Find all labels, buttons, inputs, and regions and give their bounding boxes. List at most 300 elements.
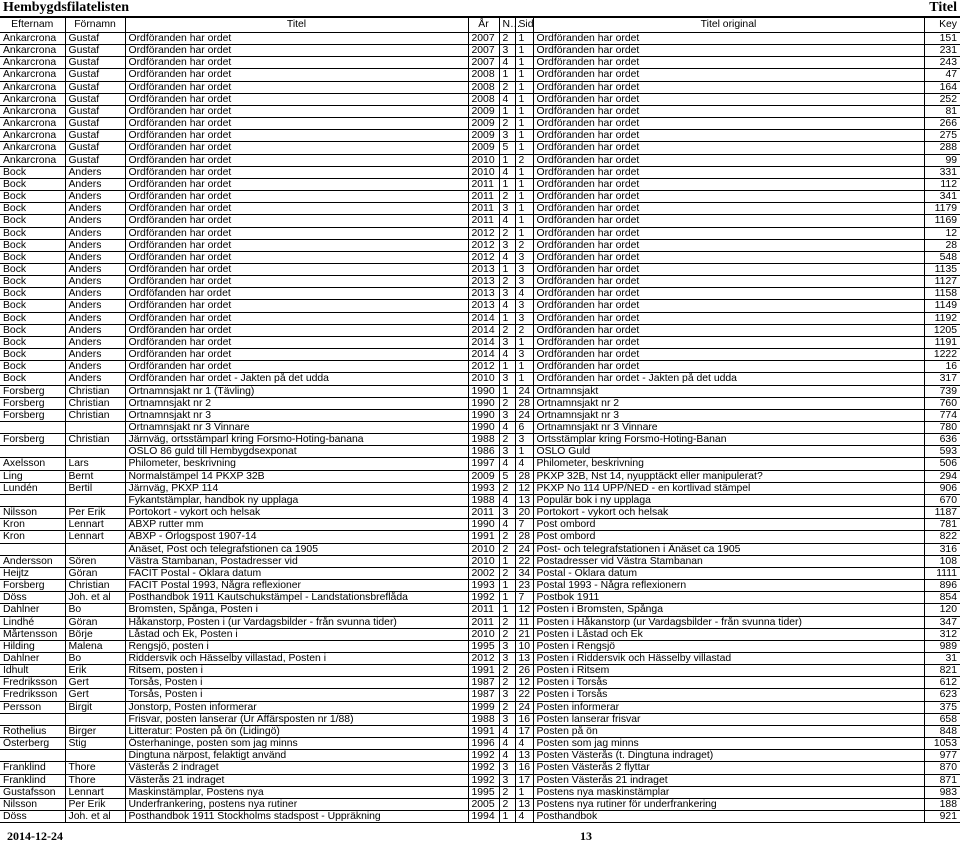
cell-original-title: Ortsstämplar kring Forsmo-Hoting-Banan [533, 434, 924, 446]
cell-original-title: Posten i Låstad och Ek [533, 628, 924, 640]
table-row[interactable] [0, 142, 960, 154]
table-row[interactable] [0, 604, 960, 616]
cell-year: 2013 [468, 300, 499, 312]
cell-number: 3 [499, 762, 515, 774]
cell-original-title: Ordföranden har ordet [533, 336, 924, 348]
table-row[interactable] [0, 665, 960, 677]
publication-title: Hembygdsfilatelisten [3, 0, 129, 15]
cell-year: 2007 [468, 45, 499, 57]
cell-lastname: Bock [0, 203, 65, 215]
table-row[interactable] [0, 738, 960, 750]
cell-title: Ordföranden har ordet [125, 300, 468, 312]
index-table [0, 17, 960, 823]
cell-key: 670 [924, 494, 960, 506]
cell-key: 31 [924, 652, 960, 664]
cell-original-title: Postens nya maskinstämplar [533, 786, 924, 798]
cell-page: 1 [515, 81, 533, 93]
cell-page: 13 [515, 652, 533, 664]
cell-key: 506 [924, 458, 960, 470]
cell-lastname: Ankarcrona [0, 33, 65, 45]
cell-title: Ordföranden har ordet [125, 276, 468, 288]
cell-lastname: Franklind [0, 774, 65, 786]
cell-number: 3 [499, 239, 515, 251]
cell-title: Ordföranden har ordet [125, 154, 468, 166]
cell-key: 317 [924, 373, 960, 385]
table-row[interactable] [0, 531, 960, 543]
cell-year: 1991 [468, 665, 499, 677]
cell-firstname: Anders [65, 166, 125, 178]
cell-title: Ordföranden har ordet [125, 178, 468, 190]
cell-title: Maskinstämplar, Postens nya [125, 786, 468, 798]
table-row[interactable] [0, 324, 960, 336]
cell-number: 2 [499, 616, 515, 628]
cell-year: 2011 [468, 215, 499, 227]
cell-page: 24 [515, 409, 533, 421]
cell-key: 1169 [924, 215, 960, 227]
cell-firstname: Anders [65, 203, 125, 215]
cell-key: 99 [924, 154, 960, 166]
cell-number: 2 [499, 567, 515, 579]
cell-key: 871 [924, 774, 960, 786]
table-row[interactable] [0, 336, 960, 348]
cell-title: Ordföranden har ordet [125, 239, 468, 251]
cell-key: 347 [924, 616, 960, 628]
cell-lastname: Dahlner [0, 652, 65, 664]
cell-number: 2 [499, 276, 515, 288]
cell-page: 17 [515, 774, 533, 786]
cell-year: 1986 [468, 446, 499, 458]
cell-firstname: Gustaf [65, 81, 125, 93]
cell-title: OSLO 86 guld till Hembygdsexponat [125, 446, 468, 458]
cell-original-title: Portokort - vykort och helsak [533, 507, 924, 519]
cell-year: 2013 [468, 288, 499, 300]
cell-lastname: Axelsson [0, 458, 65, 470]
cell-firstname [65, 713, 125, 725]
table-row[interactable] [0, 713, 960, 725]
cell-firstname: Lennart [65, 786, 125, 798]
cell-key: 252 [924, 93, 960, 105]
table-row[interactable] [0, 652, 960, 664]
cell-page: 1 [515, 203, 533, 215]
table-row[interactable] [0, 81, 960, 93]
table-row[interactable] [0, 178, 960, 190]
table-row[interactable] [0, 786, 960, 798]
cell-lastname: Forsberg [0, 580, 65, 592]
cell-number: 2 [499, 118, 515, 130]
table-row[interactable] [0, 458, 960, 470]
cell-year: 1987 [468, 689, 499, 701]
col-header-page[interactable]: Sid [515, 17, 533, 33]
cell-number: 2 [499, 227, 515, 239]
cell-number: 3 [499, 774, 515, 786]
table-row[interactable] [0, 349, 960, 361]
cell-lastname: Gustafsson [0, 786, 65, 798]
cell-title: Underfrankering, postens nya rutiner [125, 798, 468, 810]
cell-key: 1111 [924, 567, 960, 579]
table-row[interactable] [0, 446, 960, 458]
cell-year: 2011 [468, 191, 499, 203]
cell-title: Ordföranden har ordet [125, 227, 468, 239]
cell-number: 4 [499, 422, 515, 434]
table-row[interactable] [0, 677, 960, 689]
col-header-number[interactable]: N… [499, 17, 515, 33]
cell-number: 1 [499, 592, 515, 604]
col-header-key[interactable]: Key [924, 17, 960, 33]
cell-title: Ordföranden har ordet [125, 130, 468, 142]
cell-number: 1 [499, 178, 515, 190]
cell-firstname: Lennart [65, 531, 125, 543]
table-row[interactable] [0, 580, 960, 592]
cell-firstname: Gustaf [65, 69, 125, 81]
cell-lastname: Bock [0, 215, 65, 227]
cell-original-title: Postens nya rutiner för underfrankering [533, 798, 924, 810]
cell-title: Järnväg, ortsstämparl kring Forsmo-Hoting-banana [125, 434, 468, 446]
table-row[interactable] [0, 276, 960, 288]
cell-key: 331 [924, 166, 960, 178]
cell-year: 2009 [468, 118, 499, 130]
cell-year: 1995 [468, 640, 499, 652]
cell-lastname: Ling [0, 470, 65, 482]
cell-number: 2 [499, 191, 515, 203]
cell-page: 1 [515, 93, 533, 105]
cell-title: Ritsem, posten i [125, 665, 468, 677]
cell-firstname: Anders [65, 324, 125, 336]
cell-lastname: Ankarcrona [0, 118, 65, 130]
table-row[interactable] [0, 33, 960, 45]
cell-page: 4 [515, 288, 533, 300]
col-header-lastname[interactable]: Efternam [0, 17, 65, 33]
table-row[interactable] [0, 811, 960, 823]
cell-page: 1 [515, 57, 533, 69]
cell-lastname: Ankarcrona [0, 105, 65, 117]
cell-original-title: Ordföranden har ordet [533, 178, 924, 190]
cell-title: Änäset, Post och telegrafstionen ca 1905 [125, 543, 468, 555]
cell-lastname: Nilsson [0, 798, 65, 810]
table-row[interactable] [0, 434, 960, 446]
table-row[interactable] [0, 494, 960, 506]
cell-number: 1 [499, 105, 515, 117]
table-row[interactable] [0, 774, 960, 786]
cell-firstname: Gustaf [65, 45, 125, 57]
cell-title: Västerås 21 indraget [125, 774, 468, 786]
table-row[interactable] [0, 45, 960, 57]
cell-firstname [65, 446, 125, 458]
table-row[interactable] [0, 397, 960, 409]
cell-title: Ordföranden har ordet [125, 81, 468, 93]
table-row[interactable] [0, 203, 960, 215]
cell-page: 20 [515, 507, 533, 519]
cell-key: 822 [924, 531, 960, 543]
cell-number: 3 [499, 45, 515, 57]
cell-year: 2010 [468, 166, 499, 178]
cell-lastname: Bock [0, 178, 65, 190]
cell-number: 3 [499, 203, 515, 215]
table-row[interactable] [0, 507, 960, 519]
table-row[interactable] [0, 69, 960, 81]
table-row[interactable] [0, 215, 960, 227]
cell-page: 11 [515, 616, 533, 628]
cell-key: 47 [924, 69, 960, 81]
cell-lastname: Forsberg [0, 434, 65, 446]
cell-title: Ordföranden har ordet - Jakten på det udda [125, 373, 468, 385]
cell-key: 312 [924, 628, 960, 640]
cell-year: 1995 [468, 786, 499, 798]
cell-firstname: Anders [65, 251, 125, 263]
cell-page: 1 [515, 178, 533, 190]
cell-number: 4 [499, 458, 515, 470]
cell-page: 6 [515, 422, 533, 434]
table-row[interactable] [0, 701, 960, 713]
table-row[interactable] [0, 105, 960, 117]
table-row[interactable] [0, 361, 960, 373]
table-row[interactable] [0, 470, 960, 482]
cell-page: 21 [515, 628, 533, 640]
cell-number: 2 [499, 677, 515, 689]
cell-title: Posthandbok 1911 Kautschukstämpel - Landstationsbreflåda [125, 592, 468, 604]
table-row[interactable] [0, 251, 960, 263]
table-row[interactable] [0, 373, 960, 385]
cell-page: 24 [515, 701, 533, 713]
cell-number: 1 [499, 154, 515, 166]
table-row[interactable] [0, 57, 960, 69]
cell-number: 4 [499, 93, 515, 105]
cell-original-title: Ordföranden har ordet [533, 105, 924, 117]
cell-lastname: Bock [0, 166, 65, 178]
cell-page: 1 [515, 118, 533, 130]
cell-number: 3 [499, 640, 515, 652]
cell-firstname: Malena [65, 640, 125, 652]
cell-page: 4 [515, 738, 533, 750]
cell-year: 2012 [468, 239, 499, 251]
cell-title: Torsås, Posten i [125, 677, 468, 689]
table-row[interactable] [0, 93, 960, 105]
table-row[interactable] [0, 118, 960, 130]
cell-year: 2007 [468, 33, 499, 45]
cell-firstname: Gustaf [65, 130, 125, 142]
cell-firstname: Birgit [65, 701, 125, 713]
cell-page: 13 [515, 494, 533, 506]
cell-year: 1992 [468, 592, 499, 604]
cell-firstname: Sören [65, 555, 125, 567]
cell-firstname: Lars [65, 458, 125, 470]
page-footer [0, 830, 960, 843]
cell-key: 1179 [924, 203, 960, 215]
cell-number: 2 [499, 543, 515, 555]
cell-number: 4 [499, 494, 515, 506]
table-row[interactable] [0, 750, 960, 762]
cell-title: Jonstorp, Posten informerar [125, 701, 468, 713]
cell-original-title: Ordföranden har ordet - Jakten på det udda [533, 373, 924, 385]
table-row[interactable] [0, 154, 960, 166]
cell-number: 1 [499, 555, 515, 567]
table-row[interactable] [0, 312, 960, 324]
cell-title: Ordföranden har ordet [125, 349, 468, 361]
table-row[interactable] [0, 191, 960, 203]
cell-lastname: Ankarcrona [0, 57, 65, 69]
table-row[interactable] [0, 628, 960, 640]
table-row[interactable] [0, 385, 960, 397]
cell-title: Ordföranden har ordet [125, 93, 468, 105]
cell-firstname: Bertil [65, 482, 125, 494]
table-row[interactable] [0, 555, 960, 567]
cell-key: 288 [924, 142, 960, 154]
cell-firstname: Göran [65, 567, 125, 579]
cell-number: 2 [499, 324, 515, 336]
cell-number: 3 [499, 130, 515, 142]
cell-original-title: Post- och telegrafstationen i Änäset ca 1905 [533, 543, 924, 555]
cell-page: 1 [515, 373, 533, 385]
cell-page: 3 [515, 349, 533, 361]
cell-page: 3 [515, 263, 533, 275]
cell-lastname: Bock [0, 227, 65, 239]
cell-number: 4 [499, 300, 515, 312]
cell-original-title: Posten i Håkanstorp (ur Vardagsbilder - från svunna tider) [533, 616, 924, 628]
cell-firstname [65, 422, 125, 434]
cell-number: 3 [499, 689, 515, 701]
table-row[interactable] [0, 227, 960, 239]
cell-original-title: Populär bok i ny upplaga [533, 494, 924, 506]
cell-year: 2002 [468, 567, 499, 579]
cell-title: Ordföranden har ordet [125, 166, 468, 178]
table-row[interactable] [0, 519, 960, 531]
cell-year: 2009 [468, 142, 499, 154]
cell-year: 2008 [468, 69, 499, 81]
cell-page: 2 [515, 154, 533, 166]
cell-firstname: Anders [65, 373, 125, 385]
cell-key: 1205 [924, 324, 960, 336]
table-row[interactable] [0, 616, 960, 628]
cell-firstname: Gustaf [65, 57, 125, 69]
cell-year: 1988 [468, 494, 499, 506]
cell-original-title: Ordföranden har ordet [533, 33, 924, 45]
cell-original-title: Postadresser vid Västra Stambanan [533, 555, 924, 567]
cell-page: 1 [515, 786, 533, 798]
cell-page: 28 [515, 397, 533, 409]
cell-lastname: Döss [0, 592, 65, 604]
table-row[interactable] [0, 409, 960, 421]
cell-firstname: Anders [65, 361, 125, 373]
cell-year: 1994 [468, 811, 499, 823]
table-row[interactable] [0, 798, 960, 810]
cell-title: Österhaninge, posten som jag minns [125, 738, 468, 750]
cell-key: 977 [924, 750, 960, 762]
cell-original-title: Posten Västerås 21 indraget [533, 774, 924, 786]
cell-original-title: Posten i Ritsem [533, 665, 924, 677]
cell-key: 921 [924, 811, 960, 823]
table-row[interactable] [0, 689, 960, 701]
cell-original-title: Ordföranden har ordet [533, 93, 924, 105]
cell-title: Litteratur: Posten på ön (Lidingö) [125, 725, 468, 737]
cell-key: 1127 [924, 276, 960, 288]
cell-number: 2 [499, 33, 515, 45]
cell-year: 2010 [468, 628, 499, 640]
cell-original-title: Posthandbok [533, 811, 924, 823]
cell-key: 1187 [924, 507, 960, 519]
cell-firstname: Thore [65, 774, 125, 786]
cell-year: 2009 [468, 130, 499, 142]
cell-firstname: Per Erik [65, 507, 125, 519]
cell-original-title: PKXP No 114 UPP/NED - en kortlivad stämpel [533, 482, 924, 494]
cell-lastname [0, 750, 65, 762]
cell-firstname: Gustaf [65, 33, 125, 45]
table-row[interactable] [0, 166, 960, 178]
table-row[interactable] [0, 725, 960, 737]
col-header-firstname[interactable]: Förnamn [65, 17, 125, 33]
cell-title: Ordföranden har ordet [125, 251, 468, 263]
cell-firstname: Anders [65, 178, 125, 190]
cell-page: 1 [515, 446, 533, 458]
cell-year: 1993 [468, 482, 499, 494]
cell-number: 4 [499, 725, 515, 737]
cell-original-title: Postal 1993 - Några reflexionern [533, 580, 924, 592]
table-row[interactable] [0, 482, 960, 494]
cell-original-title: Ordföranden har ordet [533, 349, 924, 361]
cell-lastname: Bock [0, 324, 65, 336]
col-header-year[interactable]: År [468, 17, 499, 33]
cell-key: 854 [924, 592, 960, 604]
cell-number: 3 [499, 409, 515, 421]
table-row[interactable] [0, 640, 960, 652]
table-row[interactable] [0, 567, 960, 579]
table-row[interactable] [0, 288, 960, 300]
cell-original-title: Posten informerar [533, 701, 924, 713]
cell-original-title: Posten lanserar frisvar [533, 713, 924, 725]
cell-title: Riddersvik och Hässelby villastad, Posten i [125, 652, 468, 664]
cell-page: 16 [515, 762, 533, 774]
cell-lastname: Hilding [0, 640, 65, 652]
cell-title: Ordföranden har ordet [125, 33, 468, 45]
table-row[interactable] [0, 762, 960, 774]
cell-lastname: Bock [0, 312, 65, 324]
cell-year: 1992 [468, 762, 499, 774]
cell-number: 3 [499, 713, 515, 725]
cell-page: 1 [515, 336, 533, 348]
cell-firstname: Anders [65, 227, 125, 239]
col-header-original-title[interactable]: Titel original [533, 17, 924, 33]
cell-firstname: Gert [65, 689, 125, 701]
cell-title: Ordföranden har ordet [125, 118, 468, 130]
col-header-title[interactable]: Titel [125, 17, 468, 33]
table-row[interactable] [0, 239, 960, 251]
cell-key: 1191 [924, 336, 960, 348]
table-row[interactable] [0, 543, 960, 555]
cell-page: 1 [515, 105, 533, 117]
cell-firstname: Christian [65, 397, 125, 409]
cell-year: 1988 [468, 713, 499, 725]
cell-title: ÄBXP rutter mm [125, 519, 468, 531]
table-row[interactable] [0, 263, 960, 275]
cell-year: 2014 [468, 324, 499, 336]
table-row[interactable] [0, 130, 960, 142]
cell-firstname: Anders [65, 288, 125, 300]
cell-original-title: Postal - Oklara datum [533, 567, 924, 579]
table-row[interactable] [0, 592, 960, 604]
cell-lastname [0, 446, 65, 458]
table-row[interactable] [0, 422, 960, 434]
cell-lastname: Bock [0, 373, 65, 385]
cell-year: 1987 [468, 677, 499, 689]
cell-key: 81 [924, 105, 960, 117]
cell-number: 5 [499, 470, 515, 482]
cell-lastname: Bock [0, 349, 65, 361]
cell-firstname: Anders [65, 215, 125, 227]
cell-firstname: Gustaf [65, 93, 125, 105]
cell-year: 1991 [468, 531, 499, 543]
cell-page: 28 [515, 531, 533, 543]
table-row[interactable] [0, 300, 960, 312]
page-number: 13 [580, 829, 592, 843]
cell-year: 2008 [468, 81, 499, 93]
